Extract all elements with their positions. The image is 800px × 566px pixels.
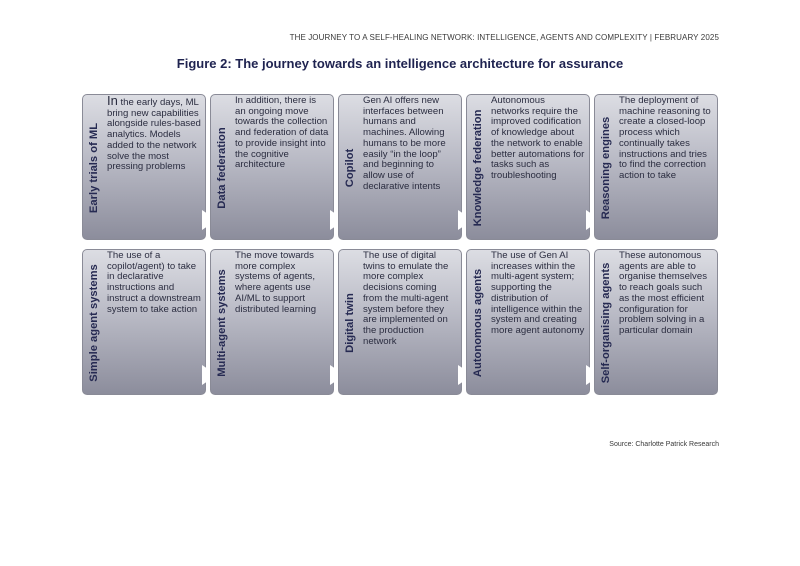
stage-label: Simple agent systems — [88, 264, 100, 382]
stage-label-container — [339, 250, 361, 395]
stage-description-text: The move towards more complex systems of agents, where agents use AI/ML to support distributed learning — [235, 250, 317, 315]
stage-label: Self-organising agents — [600, 262, 612, 384]
stage-card — [338, 249, 462, 395]
stage-description-text: The use of a copilot/agent) to take in declarative instructions and instruct a downstream system to take action — [107, 250, 201, 315]
stage-label: Early trials of ML — [88, 122, 100, 214]
stage-description-text: These autonomous agents are able to organise themselves to reach goals such as the most efficient configuration for problem solving in a particular domain — [619, 250, 707, 336]
stage-description — [235, 96, 329, 171]
stage-card — [82, 94, 206, 240]
stage-description — [363, 96, 457, 192]
stage-label-container — [467, 250, 489, 395]
stage-label: Data federation — [216, 127, 228, 209]
stage-label: Autonomous agents — [472, 268, 484, 378]
stage-description-text: Autonomous networks require the improved codification of knowledge about the network to enable better automations for tasks such as troubleshooting — [491, 95, 585, 181]
stage-card — [466, 249, 590, 395]
stage-label-container — [339, 95, 361, 240]
stage-description — [619, 96, 713, 182]
stage-label-container — [595, 250, 617, 395]
stage-card — [210, 249, 334, 395]
stage-card — [82, 249, 206, 395]
stage-description-text: In addition, there is an ongoing move towards the collection and federation of data to provide insight into the cognitive architecture — [235, 95, 329, 171]
stage-label-container — [211, 95, 233, 240]
stage-description — [491, 96, 585, 182]
stage-description-text: The deployment of machine reasoning to create a closed-loop process which continually takes instructions and tries to find the correction action to take — [619, 95, 711, 181]
stage-description-text: The use of digital twins to emulate the more complex decisions coming from the multi-agent system before they are implemented on the production network — [363, 250, 449, 347]
stage-description — [619, 251, 713, 337]
stage-description-text: the early days, ML bring new capabilities alongside rules-based analytics. Models added to the network solve the most pressing problems — [107, 97, 201, 173]
source-note: Source: Charlotte Patrick Research — [609, 441, 719, 448]
stage-card — [466, 94, 590, 240]
stage-label-container — [83, 95, 105, 240]
stage-description — [235, 251, 329, 315]
stage-description — [491, 251, 585, 337]
stage-label: Copilot — [344, 148, 356, 188]
stage-label: Reasoning engines — [600, 116, 612, 220]
stage-card — [594, 249, 718, 395]
stage-label-container — [467, 95, 489, 240]
figure-title: Figure 2: The journey towards an intelligence architecture for assurance — [176, 56, 624, 71]
stage-label: Knowledge federation — [472, 109, 484, 227]
stage-label-container — [211, 250, 233, 395]
stage-label-container — [595, 95, 617, 240]
stage-description — [107, 251, 201, 315]
stage-description-text: Gen AI offers new interfaces between humans and machines. Allowing humans to be more easily “in the loop” and beginning to allow use of declarative intents — [363, 95, 446, 192]
stage-card — [210, 94, 334, 240]
stage-description — [363, 251, 457, 347]
stage-card — [594, 94, 718, 240]
stage-description — [107, 96, 201, 173]
page-header: THE JOURNEY TO A SELF-HEALING NETWORK: INTELLIGENCE, AGENTS AND COMPLEXITY | FEBRUARY 2025 — [289, 33, 719, 42]
stage-label-container — [83, 250, 105, 395]
stage-description-text: The use of Gen AI increases within the multi-agent system; supporting the distribution of intelligence within the system and creating more agent autonomy — [491, 250, 585, 336]
stage-label: Digital twin — [344, 293, 356, 353]
stage-label: Multi-agent systems — [216, 269, 228, 377]
stage-card — [338, 94, 462, 240]
stage-description-lead: In — [107, 94, 118, 108]
